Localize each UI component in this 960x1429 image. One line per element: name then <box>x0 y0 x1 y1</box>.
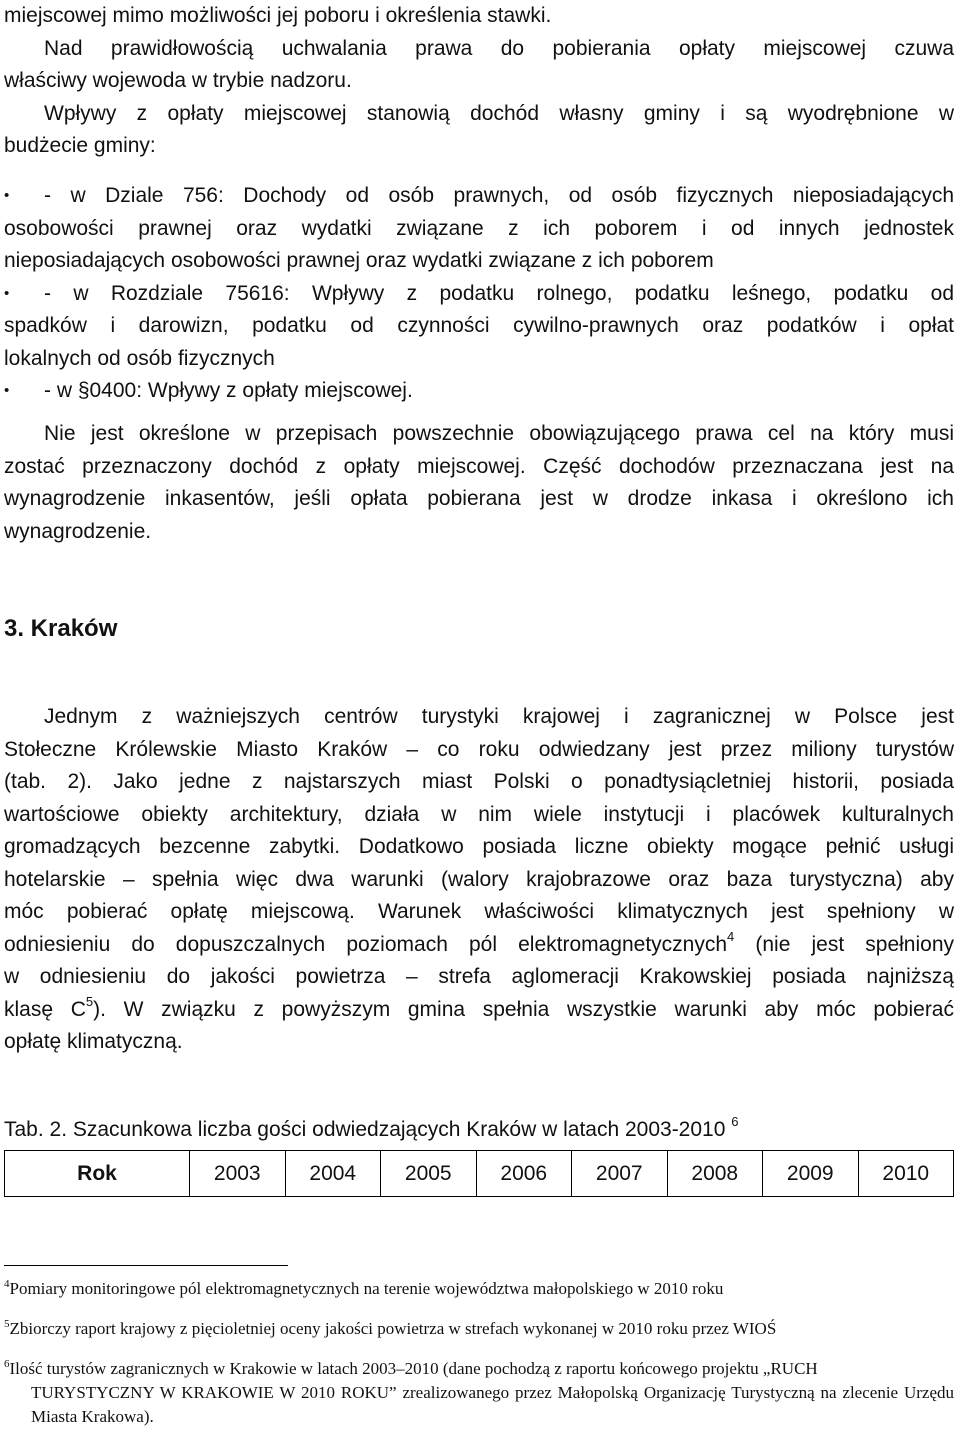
caption-text: Tab. 2. Szacunkowa liczba gości odwiedzających Kraków w latach 2003-2010 <box>4 1118 726 1141</box>
paragraph-line: zostać przeznaczony dochód z opłaty miejscowej. Część dochodów przeznaczana jest na <box>4 454 954 478</box>
footnote-text: Pomiary monitoringowe pól elektromagnetycznych na terenie województwa małopolskiego w 2010 roku <box>9 1279 724 1298</box>
table-caption <box>4 1106 738 1146</box>
footnote-ref-6[interactable]: 6 <box>731 1114 739 1129</box>
paragraph-line: wynagrodzenie inkasentów, jeśli opłata pobierana jest w drodze inkasa i określono ich <box>4 487 954 510</box>
paragraph-line <box>4 929 954 962</box>
footnote-separator <box>4 1265 288 1266</box>
year-cell: 2007 <box>572 1151 668 1197</box>
footnote <box>4 1272 954 1301</box>
section-heading: 3. Kraków <box>4 615 118 642</box>
paragraph-line: (tab. 2). Jako jedne z najstarszych miast Polski o ponadtysiącletniej historii, posiada <box>4 770 954 793</box>
intro-block <box>4 0 954 163</box>
bullet-item: • - w Rozdziale 75616: Wpływy z podatku rolnego, podatku leśnego, podatku od <box>4 278 954 311</box>
line-text: ). W związku z powyższym gmina spełnia wszystkie warunki aby móc pobierać <box>93 997 954 1021</box>
footnote-number: 5 <box>4 1318 10 1330</box>
table-header-cell: Rok <box>5 1151 190 1197</box>
budget-bullet-list <box>4 180 954 408</box>
line-text: klasę C <box>4 997 86 1021</box>
paragraph-line: w odniesieniu do jakości powietrza – strefa aglomeracji Krakowskiej posiada najniższą <box>4 965 954 988</box>
visitors-table <box>4 1150 954 1197</box>
year-cell: 2006 <box>476 1151 572 1197</box>
footnote-ref-5[interactable]: 5 <box>85 993 94 1009</box>
paragraph-line: budżecie gminy: <box>4 134 156 157</box>
bullet-line: nieposiadających osobowości prawnej oraz wydatki związane z ich poborem <box>4 249 714 272</box>
footnote-text: Ilość turystów zagranicznych w Krakowie w latach 2003–2010 (dane pochodzą z raportu końcowego projektu „RUCH <box>9 1359 818 1378</box>
footnote-ref-4[interactable]: 4 <box>727 928 735 944</box>
revenue-use-paragraph <box>4 418 954 548</box>
year-cell: 2009 <box>763 1151 859 1197</box>
year-cell: 2010 <box>858 1151 954 1197</box>
paragraph-line: hotelarskie – spełnia więc dwa warunki (walory krajobrazowe oraz baza turystyczna) aby <box>4 867 954 891</box>
krakow-paragraph <box>4 701 954 1059</box>
footnote <box>4 1352 954 1381</box>
footnote-number: 6 <box>4 1358 10 1370</box>
bullet-item: • - w §0400: Wpływy z opłaty miejscowej. <box>4 375 954 408</box>
line-text: (nie jest spełniony <box>734 932 954 956</box>
footnote-text: Zbiorczy raport krajowy z pięcioletniej oceny jakości powietrza w strefach wykonanej w 2010 roku przez WIOŚ <box>9 1319 777 1338</box>
footnote-number: 4 <box>4 1278 10 1290</box>
paragraph-line: Nad prawidłowością uchwalania prawa do pobierania opłaty miejscowej czuwa <box>44 36 954 60</box>
year-cell: 2004 <box>285 1151 381 1197</box>
paragraph-line: Jednym z ważniejszych centrów turystyki krajowej i zagranicznej w Polsce jest <box>44 705 954 728</box>
paragraph-line: Stołeczne Królewskie Miasto Kraków – co roku odwiedzany jest przez miliony turystów <box>4 737 954 761</box>
year-cell: 2008 <box>667 1151 763 1197</box>
bullet-line: lokalnych od osób fizycznych <box>4 346 275 370</box>
line-text: odniesieniu do dopuszczalnych poziomach pól elektromagnetycznych <box>4 932 728 956</box>
year-cell: 2003 <box>190 1151 286 1197</box>
paragraph-line: gromadzących bezcenne zabytki. Dodatkowo posiada liczne obiekty mogące pełnić usługi <box>4 835 954 858</box>
bullet-line: spadków i darowizn, podatku od czynności cywilno-prawnych oraz podatków i opłat <box>4 314 954 337</box>
footnote-continuation: TURYSTYCZNY W KRAKOWIE W 2010 ROKU” zrealizowanego przez Małopolską Organizację Turystyczną na zlecenie Urzędu Miasta Krakowa). <box>31 1383 954 1426</box>
footnotes <box>4 1272 954 1429</box>
paragraph-line: opłatę klimatyczną. <box>4 1030 183 1053</box>
paragraph-line: miejscowej mimo możliwości jej poboru i określenia stawki. <box>4 4 552 27</box>
paragraph-line: właściwy wojewoda w trybie nadzoru. <box>4 69 352 92</box>
paragraph-line: wartościowe obiekty architektury, działa w nim wiele instytucji i placówek kulturalnych <box>4 802 954 826</box>
year-cell: 2005 <box>381 1151 477 1197</box>
bullet-item: • - w Dziale 756: Dochody od osób prawnych, od osób fizycznych nieposiadających <box>4 180 954 213</box>
paragraph-line: Nie jest określone w przepisach powszechnie obowiązującego prawa cel na który musi <box>44 422 954 445</box>
paragraph-line: móc pobierać opłatę miejscową. Warunek właściwości klimatycznych jest spełniony w <box>4 900 954 923</box>
paragraph-line: Wpływy z opłaty miejscowej stanowią dochód własny gminy i są wyodrębnione w <box>44 101 954 125</box>
paragraph-line <box>4 994 954 1027</box>
table-row <box>5 1151 954 1197</box>
bullet-line: osobowości prawnej oraz wydatki związane z ich poborem i od innych jednostek <box>4 216 954 240</box>
paragraph-line: wynagrodzenie. <box>4 519 152 543</box>
footnote <box>4 1312 954 1341</box>
